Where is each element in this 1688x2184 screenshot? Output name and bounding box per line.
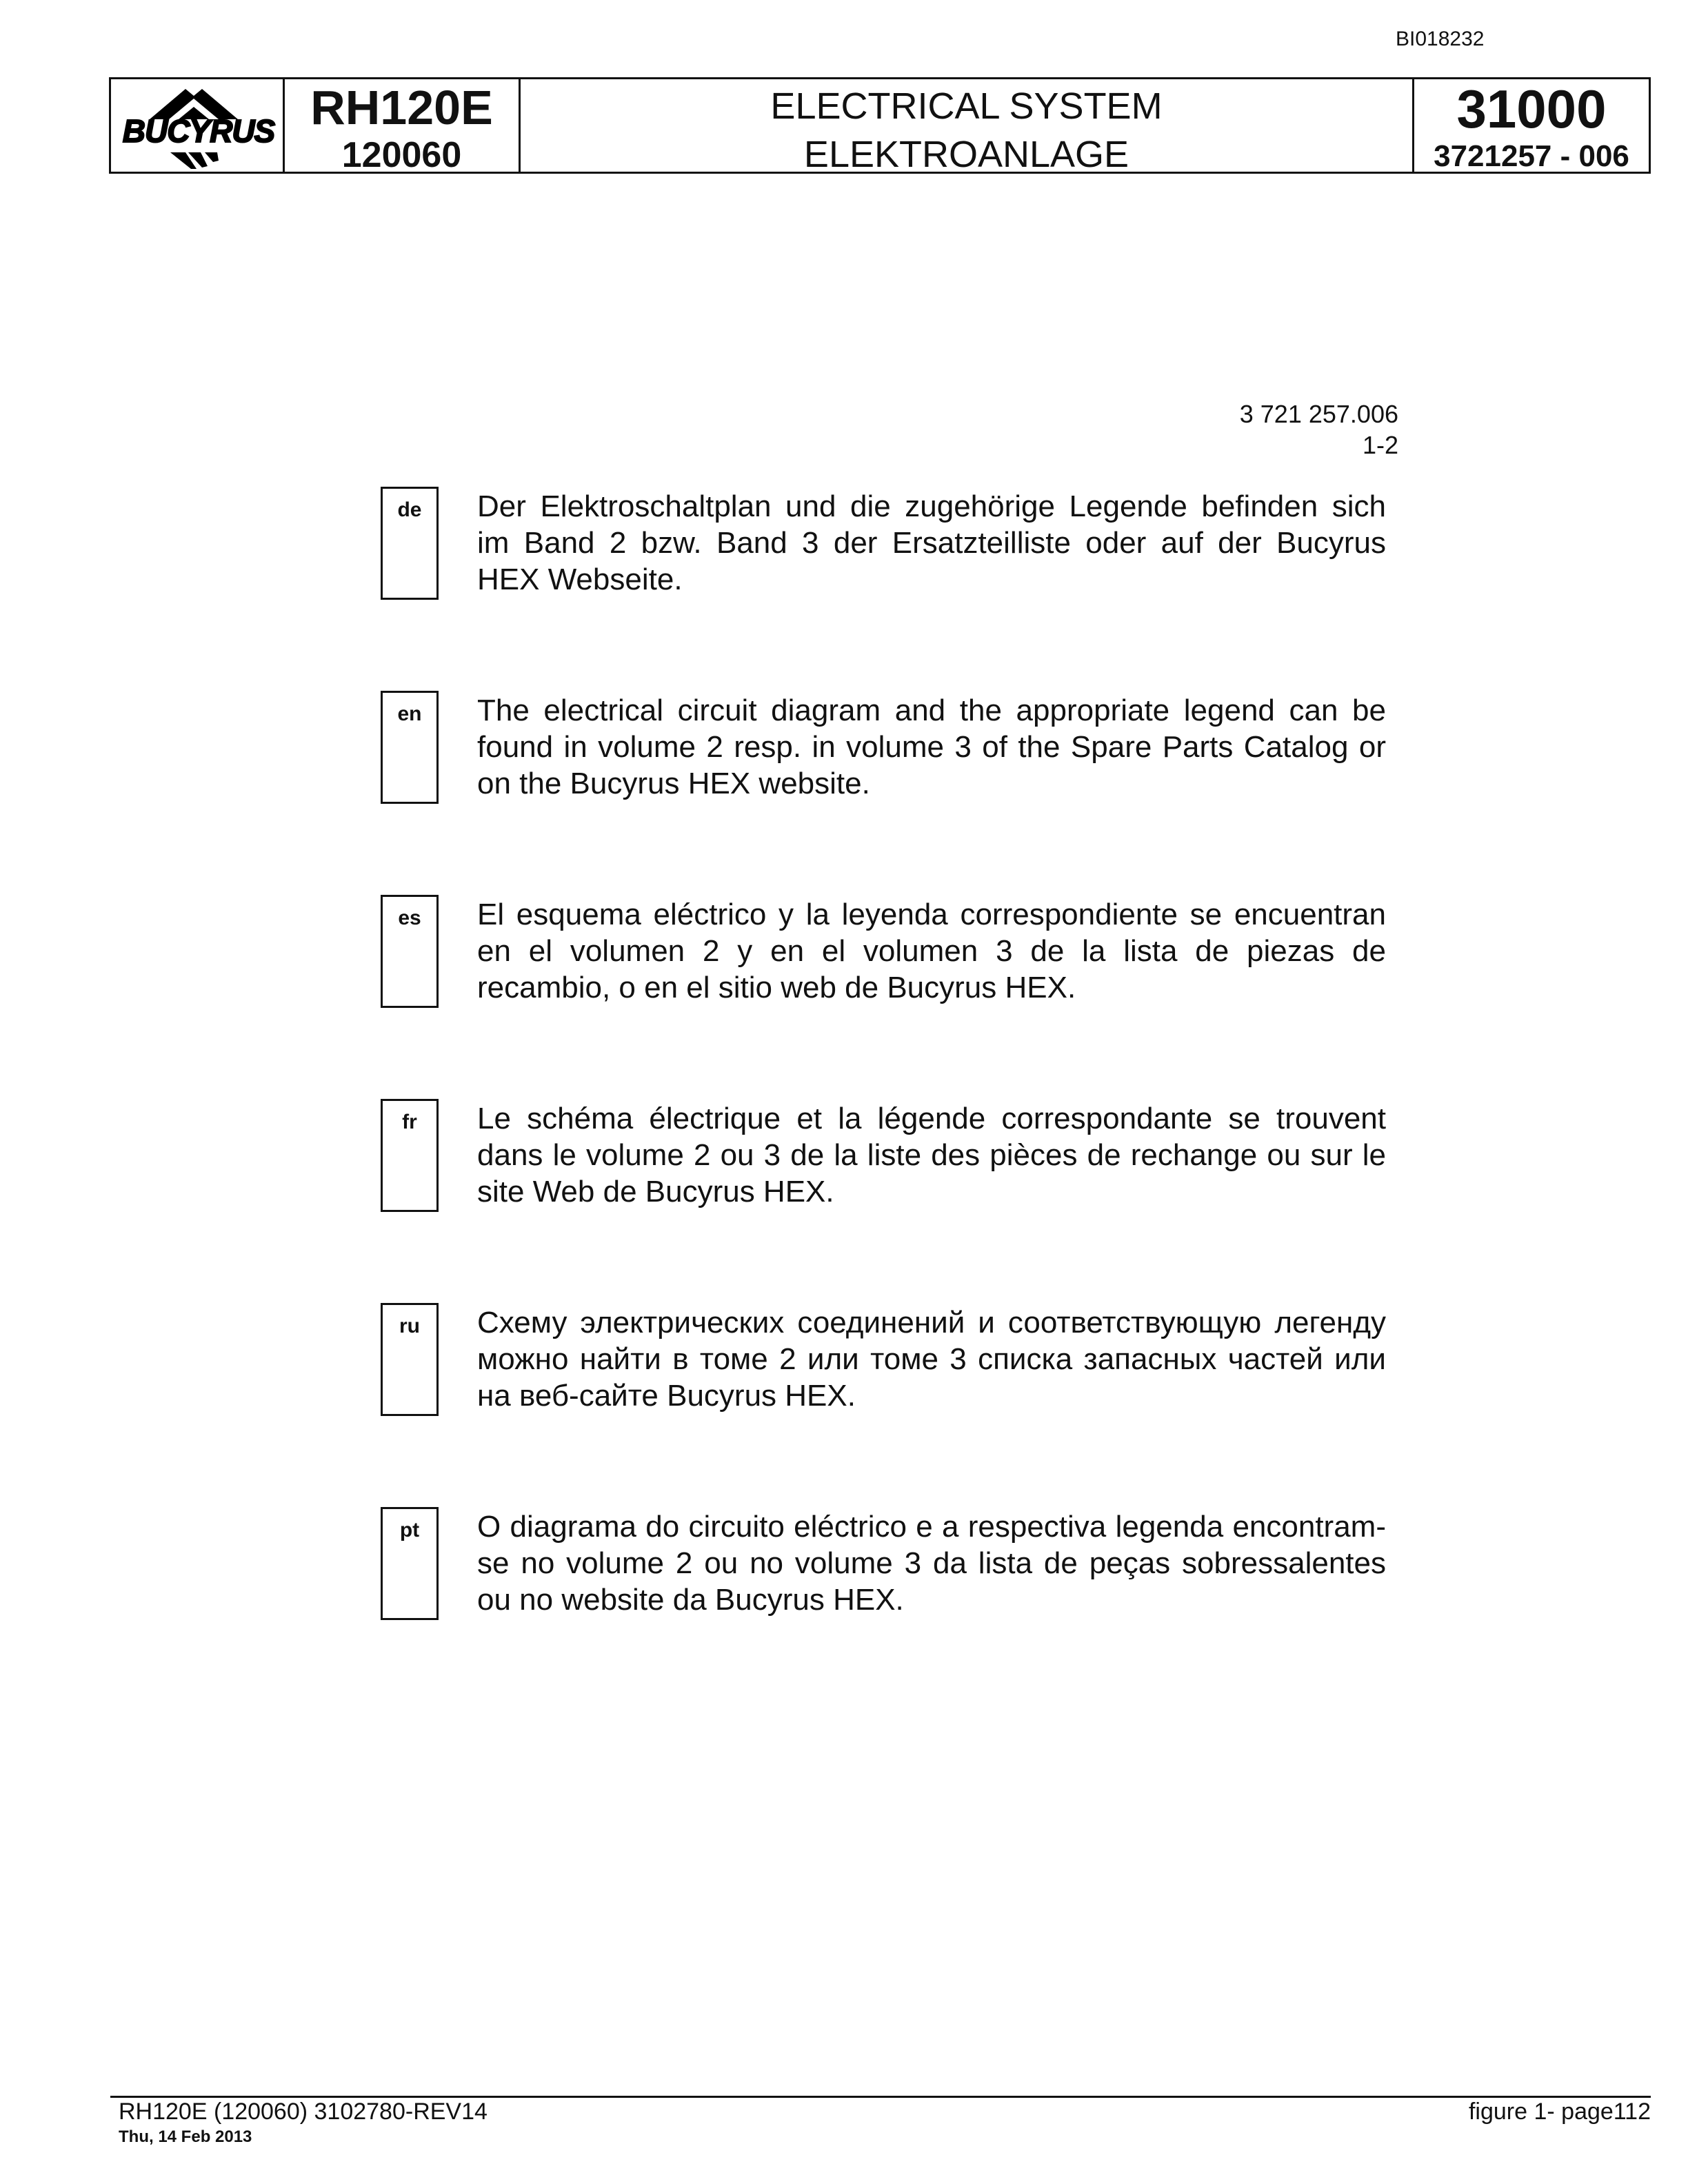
reference-number: 3 721 257.006 [1239,400,1398,428]
footer-page-ref: figure 1- page112 [1468,2099,1651,2125]
entry-ru [381,1303,1387,1416]
group-number: 31000 [1456,79,1607,139]
logo-cell [111,79,285,172]
language-code: es [381,895,439,1008]
entry-fr [381,1099,1387,1212]
entry-text: El esquema eléctrico y la leyenda correspondiente se encuentran en el volumen 2 y en el volumen 3 de la lista de piezas de recambio, o en el sitio web de Bucyrus HEX. [477,898,1386,1004]
language-code: pt [381,1507,439,1620]
entry-text: Схему электрических соединений и соответствующую легенду можно найти в томе 2 или томе 3 списка запасных частей или на веб-сайте Bucyrus HEX. [477,1306,1386,1413]
entry-en [381,691,1387,804]
language-code: de [381,487,439,600]
serial-number: 120060 [341,135,462,175]
entry-text: Le schéma électrique et la légende correspondante se trouvent dans le volume 2 ou 3 de la liste des pièces de rechange ou sur le site Web de Bucyrus HEX. [477,1102,1386,1209]
model-cell [285,79,521,175]
title-german: ELEKTROANLAGE [803,134,1129,175]
document-id: BI018232 [1396,28,1485,50]
entry-pt [381,1507,1387,1620]
language-code: fr [381,1099,439,1212]
title-block [109,77,1651,174]
footer-divider [110,2096,1651,2098]
entry-de [381,487,1387,600]
entry-text: The electrical circuit diagram and the appropriate legend can be found in volume 2 resp. in volume 3 of the Spare Parts Catalog or on the Bucyrus HEX website. [477,694,1386,800]
entry-text: O diagrama do circuito eléctrico e a respectiva legenda encontram-se no volume 2 ou no volume 3 da lista de peças sobressalentes ou no website da Bucyrus HEX. [477,1510,1386,1617]
language-code: en [381,691,439,804]
part-number: 3721257 - 006 [1434,139,1629,173]
number-cell [1414,79,1649,172]
entry-es [381,895,1387,1008]
title-cell [521,79,1414,175]
entry-text: Der Elektroschaltplan und die zugehörige Legende befinden sich im Band 2 bzw. Band 3 der Ersatzteilliste oder auf der Bucyrus HEX Webseite. [477,489,1386,596]
language-code: ru [381,1303,439,1416]
reference-sheet: 1-2 [1362,431,1398,459]
model-number: RH120E [310,81,493,134]
title-english: ELECTRICAL SYSTEM [770,85,1163,127]
logo-wordmark: BUCYRUS [122,113,275,149]
footer-date: Thu, 14 Feb 2013 [119,2127,252,2146]
reference-block [1240,398,1398,461]
footer-document-ref: RH120E (120060) 3102780-REV14 [119,2099,488,2125]
